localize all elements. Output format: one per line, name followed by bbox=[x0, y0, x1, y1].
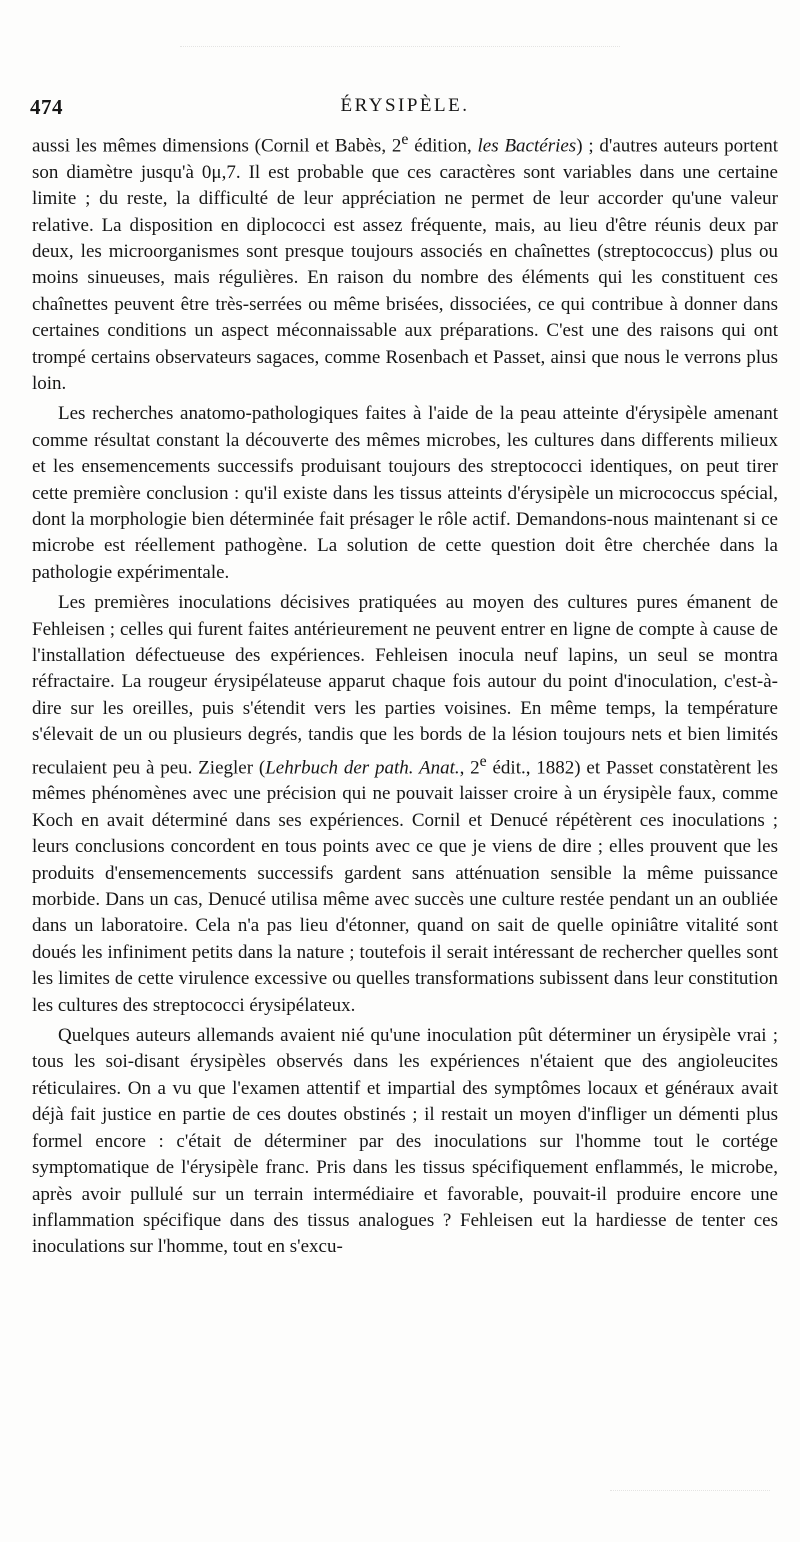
text-run: Les premières inoculations décisives pratiquées au moyen des cultures pures émanent de Fehleisen ; celles qui furent faites antérieurement ne peuvent entrer en ligne de compte à cause de l'installation défectueuse des expériences. Fehleisen inocula neuf lapins, un seul se montra réfractaire. La rougeur érysipélateuse apparut chaque fois autour du point d'inoculation, c'est-à-dire sur les oreilles, puis s'étendit vers les parties voisines. En même temps, la température s'élevait de un ou plusieurs degrés, tandis que les bords de la lésion toujours nets et bien limités reculaient peu à peu. Ziegler ( bbox=[32, 592, 778, 778]
italic-title: Lehrbuch der path. Anat. bbox=[265, 757, 460, 778]
page-number: 474 bbox=[30, 95, 63, 119]
body-text bbox=[32, 127, 778, 1265]
italic-title: les Bactéries bbox=[477, 135, 577, 157]
scan-mark-bottom bbox=[610, 1490, 770, 1493]
paragraph bbox=[32, 401, 778, 586]
text-run: aussi les mêmes dimensions (Cornil et Babès, 2 bbox=[32, 135, 402, 157]
scan-mark-top bbox=[180, 46, 620, 49]
text-run: édit., 1882) et Passet constatèrent les mêmes phénomènes avec une précision qui ne pouvait laisser croire à un érysipèle faux, comme Koch en avait déterminé dans ses expériences. Cornil et Denucé répétèrent ces inoculations ; leurs conclusions concordent en tous points avec ce que je viens de dire ; elles prouvent que les produits d'ensemencements successifs gardent sans atténuation sensible la même puissance morbide. Dans un cas, Denucé utilisa même avec succès une culture restée pendant un an oubliée dans un laboratoire. Cela n'a pas lieu d'étonner, quand on sait de quelle opiniâtre vitalité sont doués les infiniment petits dans la nature ; toutefois il serait intéressant de rechercher quelles sont les limites de cette virulence excessive ou quelles transformations subissent dans leur constitution les cultures des streptococci érysipélateux. bbox=[32, 757, 778, 1016]
paragraph bbox=[32, 127, 778, 397]
text-run: , 2 bbox=[459, 757, 480, 778]
paragraph bbox=[32, 1023, 778, 1261]
text-run: édition, bbox=[408, 135, 478, 157]
text-run: Quelques auteurs allemands avaient nié qu'une inoculation pût déterminer un érysipèle vrai ; tous les soi-disant érysipèles observés dans les expériences n'étaient que des angioleucites réticulaires. On a vu que l'examen attentif et impartial des symptômes locaux et généraux avait déjà fait justice en partie de ces doutes obstinés ; il restait un moyen d'infliger un démenti plus formel encore : c'était de déterminer par des inoculations sur l'homme tout le cortége symptomatique de l'érysipèle franc. Pris dans les tissus spécifiquement enflammés, le microbe, après avoir pullulé sur un terrain intermédiaire et favorable, pouvait-il produire encore une inflammation spécifique dans des tissus analogues ? Fehleisen eut la hardiesse de tenter ces inoculations sur l'homme, tout en s'excu- bbox=[32, 1025, 778, 1258]
paragraph bbox=[32, 590, 778, 1019]
superscript: e bbox=[401, 131, 409, 148]
text-run: Les recherches anatomo-pathologiques faites à l'aide de la peau atteinte d'érysipèle amenant comme résultat constant la découverte des mêmes microbes, les cultures dans differents milieux et les ensemencements successifs produisant toujours des streptococci identiques, on peut tirer cette première conclusion : qu'il existe dans les tissus atteints d'érysipèle un micrococcus spécial, dont la morphologie bien déterminée fait présager le rôle actif. Demandons-nous maintenant si ce microbe est réellement pathogène. La solution de cette question doit être cherchée dans la pathologie expérimentale. bbox=[32, 403, 778, 583]
superscript: e bbox=[479, 752, 487, 770]
running-title: ÉRYSIPÈLE. bbox=[340, 95, 470, 116]
text-run: ) ; d'autres auteurs portent son diamètre jusqu'à 0μ,7. Il est probable que ces caractères sont variables dans une certaine limite ; du reste, la difficulté de leur appréciation ne permet de leur accorder qu'une valeur relative. La disposition en diplococci est assez fréquente, mais, au lieu d'être réunis deux par deux, les microorganismes sont presque toujours associés en chaînettes (streptococcus) plus ou moins sinueuses, mais régulières. En raison du nombre des éléments qui les constituent ces chaînettes peuvent être très-serrées ou même brisées, dissociées, ce qui contribue à donner dans certaines conditions un aspect méconnaissable aux préparations. C'est une des raisons qui ont trompé certains observateurs sagaces, comme Rosenbach et Passet, ainsi que nous le verrons plus loin. bbox=[32, 135, 778, 394]
running-head bbox=[30, 95, 780, 125]
